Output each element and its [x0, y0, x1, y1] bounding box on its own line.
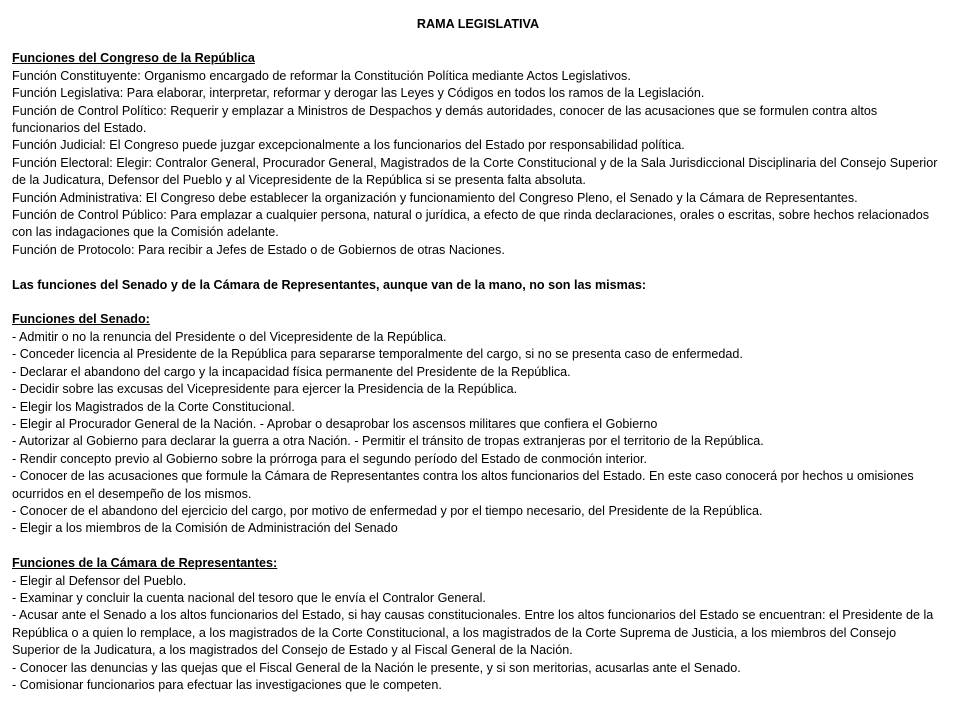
paragraph-funcion-protocolo: Función de Protocolo: Para recibir a Jefes de Estado o de Gobiernos de otras Naciones. [12, 242, 505, 257]
section-camara [12, 555, 944, 694]
list-item-camara: - Conocer las denuncias y las quejas que el Fiscal General de la Nación le presente, y si son meritorias, acusarlas ante el Senado. [12, 660, 741, 675]
section-heading-congreso: Funciones del Congreso de la República [12, 51, 255, 66]
list-item-senado: - Conocer de las acusaciones que formule la Cámara de Representantes contra los altos funcionarios del Estado. En este caso conocerá por hechos u omisiones ocurridos en el desempeño de los mismos. [12, 469, 914, 501]
section-heading-senado: Funciones del Senado: [12, 312, 150, 327]
list-item-camara: - Examinar y concluir la cuenta nacional del tesoro que le envía el Contralor General. [12, 590, 486, 605]
list-item-senado: - Admitir o no la renuncia del Presidente o del Vicepresidente de la República. [12, 329, 447, 344]
paragraph-funcion-administrativa: Función Administrativa: El Congreso debe establecer la organización y funcionamiento del Congreso Pleno, el Senado y la Cámara de Representantes. [12, 190, 858, 205]
list-item-senado: - Elegir al Procurador General de la Nación. - Aprobar o desaprobar los ascensos militares que confiera el Gobierno [12, 416, 658, 431]
spacer [12, 259, 944, 276]
intro-statement: Las funciones del Senado y de la Cámara de Representantes, aunque van de la mano, no son las mismas: [12, 277, 647, 292]
list-item-senado: - Conocer de el abandono del ejercicio del cargo, por motivo de enfermedad y por el tiempo necesario, del Presidente de la República. [12, 503, 763, 518]
list-item-senado: - Conceder licencia al Presidente de la República para separarse temporalmente del cargo, si no se presenta caso de enfermedad. [12, 347, 743, 362]
paragraph-funcion-control-politico: Función de Control Político: Requerir y emplazar a Ministros de Despachos y demás autoridades, conocer de las acusaciones que se formulen contra altos funcionarios del Estado. [12, 103, 878, 136]
spacer [12, 538, 944, 555]
paragraph-funcion-judicial: Función Judicial: El Congreso puede juzgar excepcionalmente a los funcionarios del Estado por responsabilidad política. [12, 138, 685, 153]
section-senado [12, 311, 944, 537]
document-title: RAMA LEGISLATIVA [416, 17, 540, 31]
list-item-senado: - Elegir los Magistrados de la Corte Constitucional. [12, 399, 295, 414]
list-item-camara: - Comisionar funcionarios para efectuar las investigaciones que le competen. [12, 677, 442, 692]
list-item-senado: - Rendir concepto previo al Gobierno sobre la prórroga para el segundo período del Estado de conmoción interior. [12, 451, 647, 466]
list-item-senado: - Autorizar al Gobierno para declarar la guerra a otra Nación. - Permitir el tránsito de tropas extranjeras por el territorio de la República. [12, 434, 764, 449]
list-item-senado: - Decidir sobre las excusas del Vicepresidente para ejercer la Presidencia de la República. [12, 382, 518, 397]
list-item-senado: - Declarar el abandono del cargo y la incapacidad física permanente del Presidente de la República. [12, 364, 571, 379]
spacer [12, 294, 944, 311]
list-item-camara: - Acusar ante el Senado a los altos funcionarios del Estado, si hay causas constitucionales. Entre los altos funcionarios del Estado se encuentran: el Presidente de la República o a quien lo remplace, a los magistrados de la Corte Constitucional, a los magistrados de la Corte Suprema de Justicia, a los miembros del Consejo Superior de la Judicatura, a los magistrados del Consejo de Estado y al Fiscal General de la Nación. [12, 608, 934, 658]
list-item-senado: - Elegir a los miembros de la Comisión de Administración del Senado [12, 521, 398, 536]
section-congreso [12, 50, 944, 259]
paragraph-funcion-control-publico: Función de Control Público: Para emplazar a cualquier persona, natural o jurídica, a efecto de que rinda declaraciones, orales o escritas, sobre hechos relacionados con las indagaciones que la Comisión adelante. [12, 208, 930, 240]
paragraph-funcion-legislativa: Función Legislativa: Para elaborar, interpretar, reformar y derogar las Leyes y Códigos en todos los ramos de la Legislación. [12, 86, 705, 101]
list-item-camara: - Elegir al Defensor del Pueblo. [12, 573, 187, 588]
paragraph-funcion-constituyente: Función Constituyente: Organismo encargado de reformar la Constitución Política mediante Actos Legislativos. [12, 68, 631, 83]
section-heading-camara: Funciones de la Cámara de Representantes: [12, 556, 278, 571]
paragraph-funcion-electoral: Función Electoral: Elegir: Contralor General, Procurador General, Magistrados de la Corte Constitucional y de la Sala Jurisdiccional Disciplinaria del Consejo Superior de la Judicatura, Defensor del Pueblo y al Vicepresidente de la República si se presenta falta absoluta. [12, 155, 938, 188]
